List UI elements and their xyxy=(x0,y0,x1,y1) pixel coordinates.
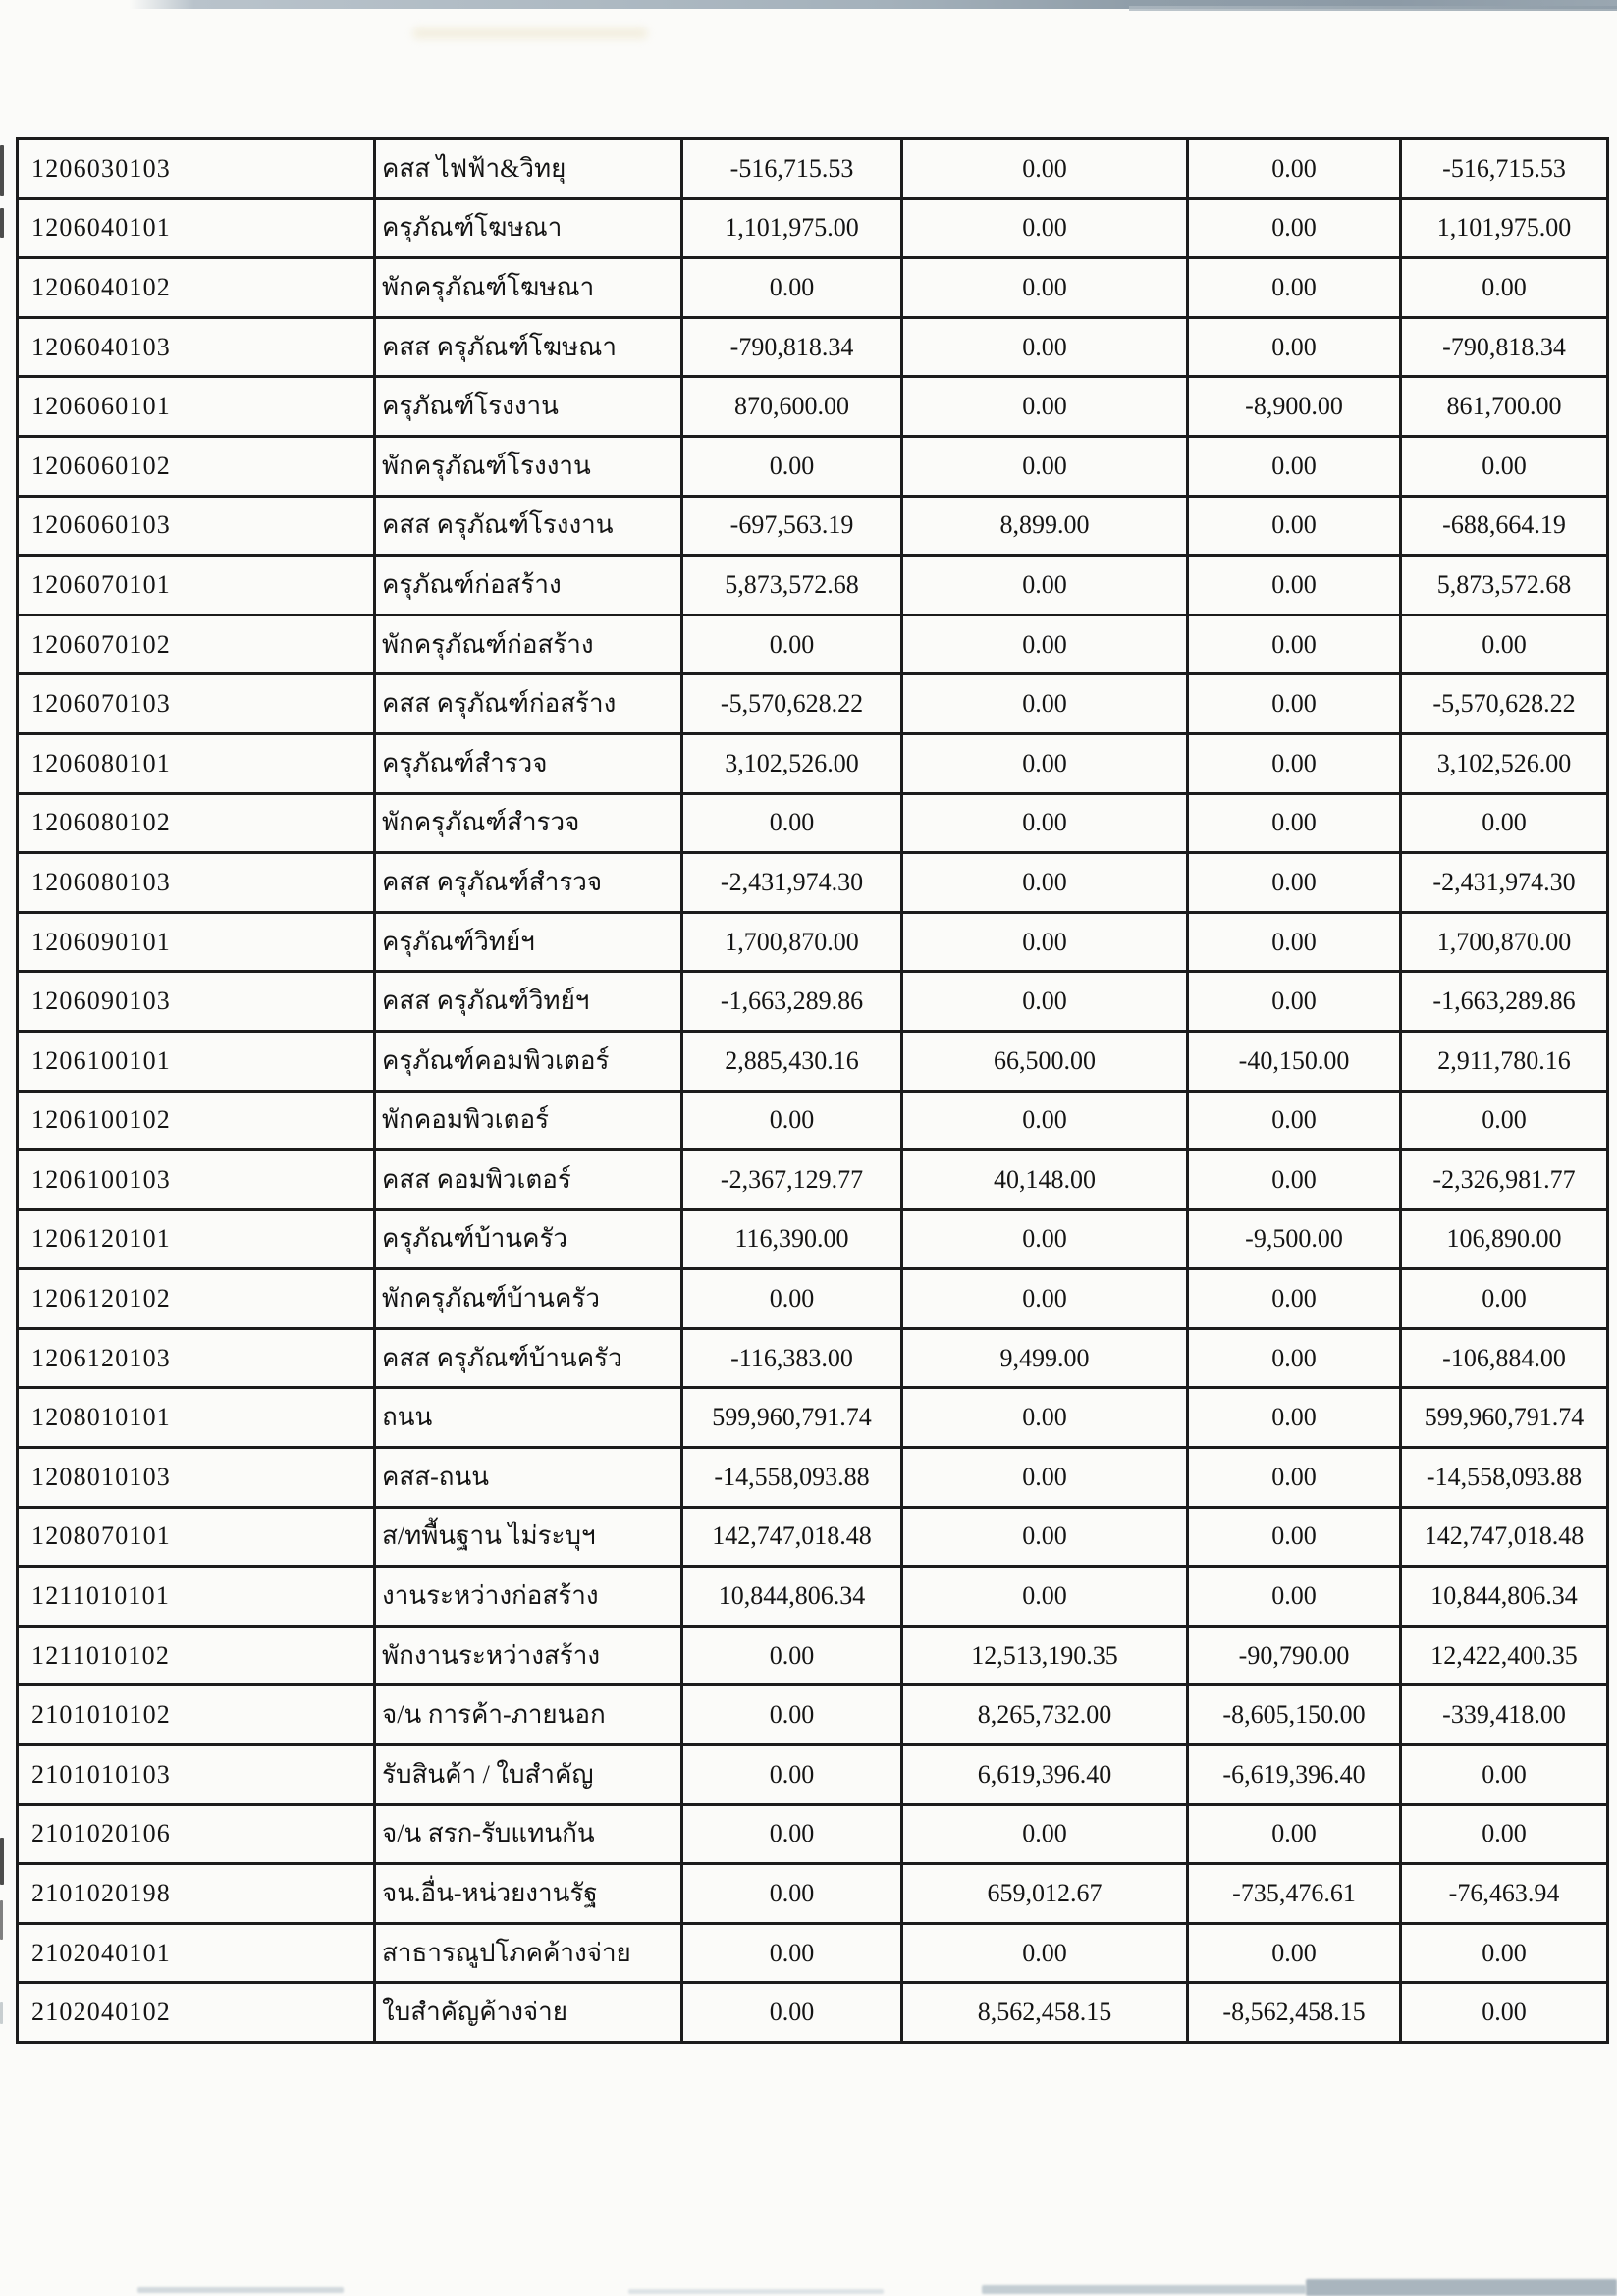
amount-cell: -9,500.00 xyxy=(1188,1209,1401,1269)
amount-cell: 0.00 xyxy=(1188,793,1401,853)
account-name-cell: พักงานระหว่างสร้าง xyxy=(375,1626,682,1685)
amount-cell: 0.00 xyxy=(1188,556,1401,615)
amount-cell: 0.00 xyxy=(902,614,1188,674)
account-code-cell: 2102040101 xyxy=(18,1923,375,1983)
amount-cell: 3,102,526.00 xyxy=(682,733,902,793)
account-name-cell: ครุภัณฑ์ก่อสร้าง xyxy=(375,556,682,615)
amount-cell: 0.00 xyxy=(902,1269,1188,1329)
amount-cell: 0.00 xyxy=(902,139,1188,199)
account-name-cell: คสส ครุภัณฑ์บ้านครัว xyxy=(375,1328,682,1388)
account-code-cell: 2101020198 xyxy=(18,1864,375,1924)
account-name-cell: คสส ครุภัณฑ์โรงงาน xyxy=(375,496,682,556)
account-code-cell: 1206070103 xyxy=(18,674,375,734)
amount-cell: 0.00 xyxy=(1188,733,1401,793)
account-code-cell: 1208070101 xyxy=(18,1507,375,1567)
amount-cell: -790,818.34 xyxy=(682,317,902,377)
amount-cell: 106,890.00 xyxy=(1401,1209,1608,1269)
amount-cell: 66,500.00 xyxy=(902,1031,1188,1091)
account-name-cell: ส/ทพื้นฐาน ไม่ระบุฯ xyxy=(375,1507,682,1567)
amount-cell: 0.00 xyxy=(902,1507,1188,1567)
scan-mark-left xyxy=(0,2002,3,2024)
amount-cell: 6,619,396.40 xyxy=(902,1745,1188,1805)
amount-cell: 0.00 xyxy=(1401,1804,1608,1864)
scan-mark-left xyxy=(0,1838,4,1885)
table-row xyxy=(18,1448,1608,1508)
account-name-cell: พักครุภัณฑ์ก่อสร้าง xyxy=(375,614,682,674)
account-code-cell: 2101020106 xyxy=(18,1804,375,1864)
account-code-cell: 1206090101 xyxy=(18,912,375,972)
amount-cell: 10,844,806.34 xyxy=(1401,1567,1608,1627)
account-code-cell: 1206100101 xyxy=(18,1031,375,1091)
table-row xyxy=(18,1328,1608,1388)
amount-cell: 0.00 xyxy=(902,1091,1188,1150)
account-code-cell: 1206120102 xyxy=(18,1269,375,1329)
amount-cell: 1,101,975.00 xyxy=(1401,198,1608,258)
amount-cell: 12,422,400.35 xyxy=(1401,1626,1608,1685)
amount-cell: 0.00 xyxy=(902,972,1188,1032)
amount-cell: 0.00 xyxy=(902,1448,1188,1508)
amount-cell: 2,911,780.16 xyxy=(1401,1031,1608,1091)
table-row xyxy=(18,912,1608,972)
amount-cell: -14,558,093.88 xyxy=(682,1448,902,1508)
table-row xyxy=(18,1923,1608,1983)
amount-cell: 0.00 xyxy=(1401,614,1608,674)
account-code-cell: 1206080102 xyxy=(18,793,375,853)
account-name-cell: พักครุภัณฑ์บ้านครัว xyxy=(375,1269,682,1329)
amount-cell: 0.00 xyxy=(682,1685,902,1745)
amount-cell: 0.00 xyxy=(682,1269,902,1329)
amount-cell: 0.00 xyxy=(1188,198,1401,258)
amount-cell: -2,367,129.77 xyxy=(682,1150,902,1210)
account-code-cell: 1206070101 xyxy=(18,556,375,615)
amount-cell: 0.00 xyxy=(1188,436,1401,496)
account-code-cell: 1208010101 xyxy=(18,1388,375,1448)
table-row xyxy=(18,1626,1608,1685)
amount-cell: 0.00 xyxy=(1188,1150,1401,1210)
amount-cell: 142,747,018.48 xyxy=(682,1507,902,1567)
account-name-cell: ครุภัณฑ์สำรวจ xyxy=(375,733,682,793)
account-code-cell: 1206090103 xyxy=(18,972,375,1032)
account-code-cell: 2102040102 xyxy=(18,1983,375,2043)
account-code-cell: 1206080103 xyxy=(18,853,375,913)
table-row xyxy=(18,972,1608,1032)
amount-cell: 0.00 xyxy=(1401,1091,1608,1150)
account-name-cell: คสส ครุภัณฑ์สำรวจ xyxy=(375,853,682,913)
table-row xyxy=(18,1685,1608,1745)
amount-cell: 0.00 xyxy=(682,1804,902,1864)
amount-cell: 0.00 xyxy=(1401,1983,1608,2043)
amount-cell: 0.00 xyxy=(902,436,1188,496)
amount-cell: -8,562,458.15 xyxy=(1188,1983,1401,2043)
amount-cell: -8,900.00 xyxy=(1188,377,1401,437)
amount-cell: -1,663,289.86 xyxy=(1401,972,1608,1032)
scan-mark-left xyxy=(0,145,4,196)
amount-cell: 0.00 xyxy=(1401,1745,1608,1805)
amount-cell: 5,873,572.68 xyxy=(1401,556,1608,615)
amount-cell: 0.00 xyxy=(1188,614,1401,674)
table-row xyxy=(18,614,1608,674)
amount-cell: -2,326,981.77 xyxy=(1401,1150,1608,1210)
table-row xyxy=(18,733,1608,793)
amount-cell: 12,513,190.35 xyxy=(902,1626,1188,1685)
account-name-cell: ครุภัณฑ์โรงงาน xyxy=(375,377,682,437)
amount-cell: 0.00 xyxy=(682,1626,902,1685)
account-code-cell: 1206100103 xyxy=(18,1150,375,1210)
scan-edge-artifact-top-right xyxy=(1129,6,1617,11)
table-row xyxy=(18,317,1608,377)
amount-cell: 0.00 xyxy=(902,674,1188,734)
amount-cell: 0.00 xyxy=(1401,1269,1608,1329)
amount-cell: 0.00 xyxy=(1188,1567,1401,1627)
account-name-cell: คสส ไฟฟ้า&วิทยุ xyxy=(375,139,682,199)
amount-cell: 0.00 xyxy=(1401,793,1608,853)
amount-cell: 8,265,732.00 xyxy=(902,1685,1188,1745)
account-name-cell: ครุภัณฑ์คอมพิวเตอร์ xyxy=(375,1031,682,1091)
account-code-cell: 1206040101 xyxy=(18,198,375,258)
amount-cell: -116,383.00 xyxy=(682,1328,902,1388)
account-code-cell: 1206120103 xyxy=(18,1328,375,1388)
scan-mark-bottom xyxy=(982,2285,1306,2294)
amount-cell: 5,873,572.68 xyxy=(682,556,902,615)
account-name-cell: ถนน xyxy=(375,1388,682,1448)
account-name-cell: จน.อื่น-หน่วยงานรัฐ xyxy=(375,1864,682,1924)
amount-cell: 0.00 xyxy=(682,614,902,674)
amount-cell: -339,418.00 xyxy=(1401,1685,1608,1745)
account-code-cell: 1206030103 xyxy=(18,139,375,199)
amount-cell: 0.00 xyxy=(1188,912,1401,972)
amount-cell: 0.00 xyxy=(902,258,1188,318)
amount-cell: 0.00 xyxy=(682,258,902,318)
account-code-cell: 1206080101 xyxy=(18,733,375,793)
amount-cell: 8,899.00 xyxy=(902,496,1188,556)
table-row xyxy=(18,1269,1608,1329)
amount-cell: 0.00 xyxy=(902,793,1188,853)
amount-cell: -106,884.00 xyxy=(1401,1328,1608,1388)
amount-cell: 0.00 xyxy=(682,1864,902,1924)
amount-cell: 1,700,870.00 xyxy=(682,912,902,972)
amount-cell: -76,463.94 xyxy=(1401,1864,1608,1924)
table-row xyxy=(18,436,1608,496)
account-name-cell: จ/น สรก-รับแทนกัน xyxy=(375,1804,682,1864)
table-row xyxy=(18,496,1608,556)
table-row xyxy=(18,1804,1608,1864)
account-name-cell: พักคอมพิวเตอร์ xyxy=(375,1091,682,1150)
amount-cell: 0.00 xyxy=(902,198,1188,258)
amount-cell: 0.00 xyxy=(682,1923,902,1983)
account-name-cell: พักครุภัณฑ์โฆษณา xyxy=(375,258,682,318)
amount-cell: 599,960,791.74 xyxy=(1401,1388,1608,1448)
amount-cell: -688,664.19 xyxy=(1401,496,1608,556)
table-row xyxy=(18,674,1608,734)
amount-cell: -90,790.00 xyxy=(1188,1626,1401,1685)
amount-cell: 0.00 xyxy=(682,1745,902,1805)
scan-mark-left xyxy=(0,1900,3,1940)
account-code-cell: 1208010103 xyxy=(18,1448,375,1508)
amount-cell: -40,150.00 xyxy=(1188,1031,1401,1091)
account-name-cell: สาธารณูปโภคค้างจ่าย xyxy=(375,1923,682,1983)
amount-cell: 599,960,791.74 xyxy=(682,1388,902,1448)
amount-cell: 0.00 xyxy=(1188,1923,1401,1983)
amount-cell: 0.00 xyxy=(1188,1091,1401,1150)
amount-cell: 0.00 xyxy=(902,556,1188,615)
table-row xyxy=(18,1209,1608,1269)
amount-cell: 40,148.00 xyxy=(902,1150,1188,1210)
account-name-cell: ครุภัณฑ์บ้านครัว xyxy=(375,1209,682,1269)
amount-cell: -697,563.19 xyxy=(682,496,902,556)
account-code-cell: 1206070102 xyxy=(18,614,375,674)
table-row xyxy=(18,1150,1608,1210)
scan-mark-bottom xyxy=(628,2289,884,2294)
amount-cell: 142,747,018.48 xyxy=(1401,1507,1608,1567)
amount-cell: 0.00 xyxy=(682,793,902,853)
amount-cell: -5,570,628.22 xyxy=(1401,674,1608,734)
account-name-cell: ครุภัณฑ์โฆษณา xyxy=(375,198,682,258)
amount-cell: -2,431,974.30 xyxy=(1401,853,1608,913)
amount-cell: -516,715.53 xyxy=(1401,139,1608,199)
account-code-cell: 1206040103 xyxy=(18,317,375,377)
account-code-cell: 1206120101 xyxy=(18,1209,375,1269)
account-code-cell: 1206060103 xyxy=(18,496,375,556)
table-row xyxy=(18,853,1608,913)
account-name-cell: รับสินค้า / ใบสำคัญ xyxy=(375,1745,682,1805)
amount-cell: -6,619,396.40 xyxy=(1188,1745,1401,1805)
table-row xyxy=(18,793,1608,853)
scan-smudge xyxy=(412,27,648,39)
table-row xyxy=(18,1507,1608,1567)
amount-cell: 870,600.00 xyxy=(682,377,902,437)
amount-cell: 0.00 xyxy=(1188,1448,1401,1508)
amount-cell: 0.00 xyxy=(682,1091,902,1150)
amount-cell: 0.00 xyxy=(902,317,1188,377)
table-row xyxy=(18,1567,1608,1627)
table-row xyxy=(18,1983,1608,2043)
account-name-cell: งานระหว่างก่อสร้าง xyxy=(375,1567,682,1627)
amount-cell: 0.00 xyxy=(1188,853,1401,913)
table-row xyxy=(18,1745,1608,1805)
amount-cell: 10,844,806.34 xyxy=(682,1567,902,1627)
amount-cell: 0.00 xyxy=(682,1983,902,2043)
account-code-cell: 1211010101 xyxy=(18,1567,375,1627)
amount-cell: 0.00 xyxy=(902,912,1188,972)
scan-mark-bottom xyxy=(137,2287,344,2293)
amount-cell: 0.00 xyxy=(1188,1388,1401,1448)
amount-cell: 0.00 xyxy=(902,1388,1188,1448)
scan-mark-bottom xyxy=(1306,2279,1617,2296)
amount-cell: 0.00 xyxy=(902,1923,1188,1983)
amount-cell: 0.00 xyxy=(902,1209,1188,1269)
scan-mark-left xyxy=(0,208,4,238)
account-name-cell: คสส ครุภัณฑ์ก่อสร้าง xyxy=(375,674,682,734)
amount-cell: 9,499.00 xyxy=(902,1328,1188,1388)
amount-cell: 0.00 xyxy=(1188,496,1401,556)
amount-cell: 0.00 xyxy=(1401,1923,1608,1983)
amount-cell: 861,700.00 xyxy=(1401,377,1608,437)
amount-cell: -1,663,289.86 xyxy=(682,972,902,1032)
amount-cell: 0.00 xyxy=(682,436,902,496)
amount-cell: -2,431,974.30 xyxy=(682,853,902,913)
amount-cell: 659,012.67 xyxy=(902,1864,1188,1924)
amount-cell: 0.00 xyxy=(1188,317,1401,377)
amount-cell: 0.00 xyxy=(902,733,1188,793)
amount-cell: 1,101,975.00 xyxy=(682,198,902,258)
table-row xyxy=(18,556,1608,615)
table-row xyxy=(18,377,1608,437)
table-row xyxy=(18,1091,1608,1150)
amount-cell: -735,476.61 xyxy=(1188,1864,1401,1924)
account-name-cell: พักครุภัณฑ์โรงงาน xyxy=(375,436,682,496)
amount-cell: -8,605,150.00 xyxy=(1188,1685,1401,1745)
account-code-cell: 1206100102 xyxy=(18,1091,375,1150)
account-name-cell: จ/น การค้า-ภายนอก xyxy=(375,1685,682,1745)
table-row xyxy=(18,198,1608,258)
amount-cell: 2,885,430.16 xyxy=(682,1031,902,1091)
account-name-cell: ใบสำคัญค้างจ่าย xyxy=(375,1983,682,2043)
amount-cell: 3,102,526.00 xyxy=(1401,733,1608,793)
amount-cell: 0.00 xyxy=(902,1567,1188,1627)
amount-cell: -790,818.34 xyxy=(1401,317,1608,377)
table-row xyxy=(18,1031,1608,1091)
amount-cell: 0.00 xyxy=(1401,436,1608,496)
account-code-cell: 1206060102 xyxy=(18,436,375,496)
table-body xyxy=(18,139,1608,2043)
account-name-cell: พักครุภัณฑ์สำรวจ xyxy=(375,793,682,853)
amount-cell: 0.00 xyxy=(1188,1507,1401,1567)
account-code-cell: 2101010102 xyxy=(18,1685,375,1745)
amount-cell: 0.00 xyxy=(1188,674,1401,734)
amount-cell: 0.00 xyxy=(1188,972,1401,1032)
amount-cell: 0.00 xyxy=(1188,1804,1401,1864)
account-code-cell: 1206040102 xyxy=(18,258,375,318)
account-name-cell: คสส-ถนน xyxy=(375,1448,682,1508)
table-row xyxy=(18,1388,1608,1448)
amount-cell: -516,715.53 xyxy=(682,139,902,199)
account-code-cell: 2101010103 xyxy=(18,1745,375,1805)
account-name-cell: คสส คอมพิวเตอร์ xyxy=(375,1150,682,1210)
amount-cell: 0.00 xyxy=(1401,258,1608,318)
account-name-cell: คสส ครุภัณฑ์วิทย์ฯ xyxy=(375,972,682,1032)
amount-cell: -5,570,628.22 xyxy=(682,674,902,734)
amount-cell: 116,390.00 xyxy=(682,1209,902,1269)
amount-cell: 0.00 xyxy=(1188,1269,1401,1329)
amount-cell: 1,700,870.00 xyxy=(1401,912,1608,972)
account-ledger-table xyxy=(16,137,1609,2044)
amount-cell: 0.00 xyxy=(1188,139,1401,199)
account-name-cell: ครุภัณฑ์วิทย์ฯ xyxy=(375,912,682,972)
amount-cell: 0.00 xyxy=(1188,1328,1401,1388)
account-code-cell: 1211010102 xyxy=(18,1626,375,1685)
table-row xyxy=(18,1864,1608,1924)
account-code-cell: 1206060101 xyxy=(18,377,375,437)
amount-cell: -14,558,093.88 xyxy=(1401,1448,1608,1508)
amount-cell: 0.00 xyxy=(902,377,1188,437)
account-name-cell: คสส ครุภัณฑ์โฆษณา xyxy=(375,317,682,377)
table-row xyxy=(18,139,1608,199)
amount-cell: 0.00 xyxy=(902,853,1188,913)
amount-cell: 0.00 xyxy=(1188,258,1401,318)
amount-cell: 8,562,458.15 xyxy=(902,1983,1188,2043)
table-row xyxy=(18,258,1608,318)
amount-cell: 0.00 xyxy=(902,1804,1188,1864)
